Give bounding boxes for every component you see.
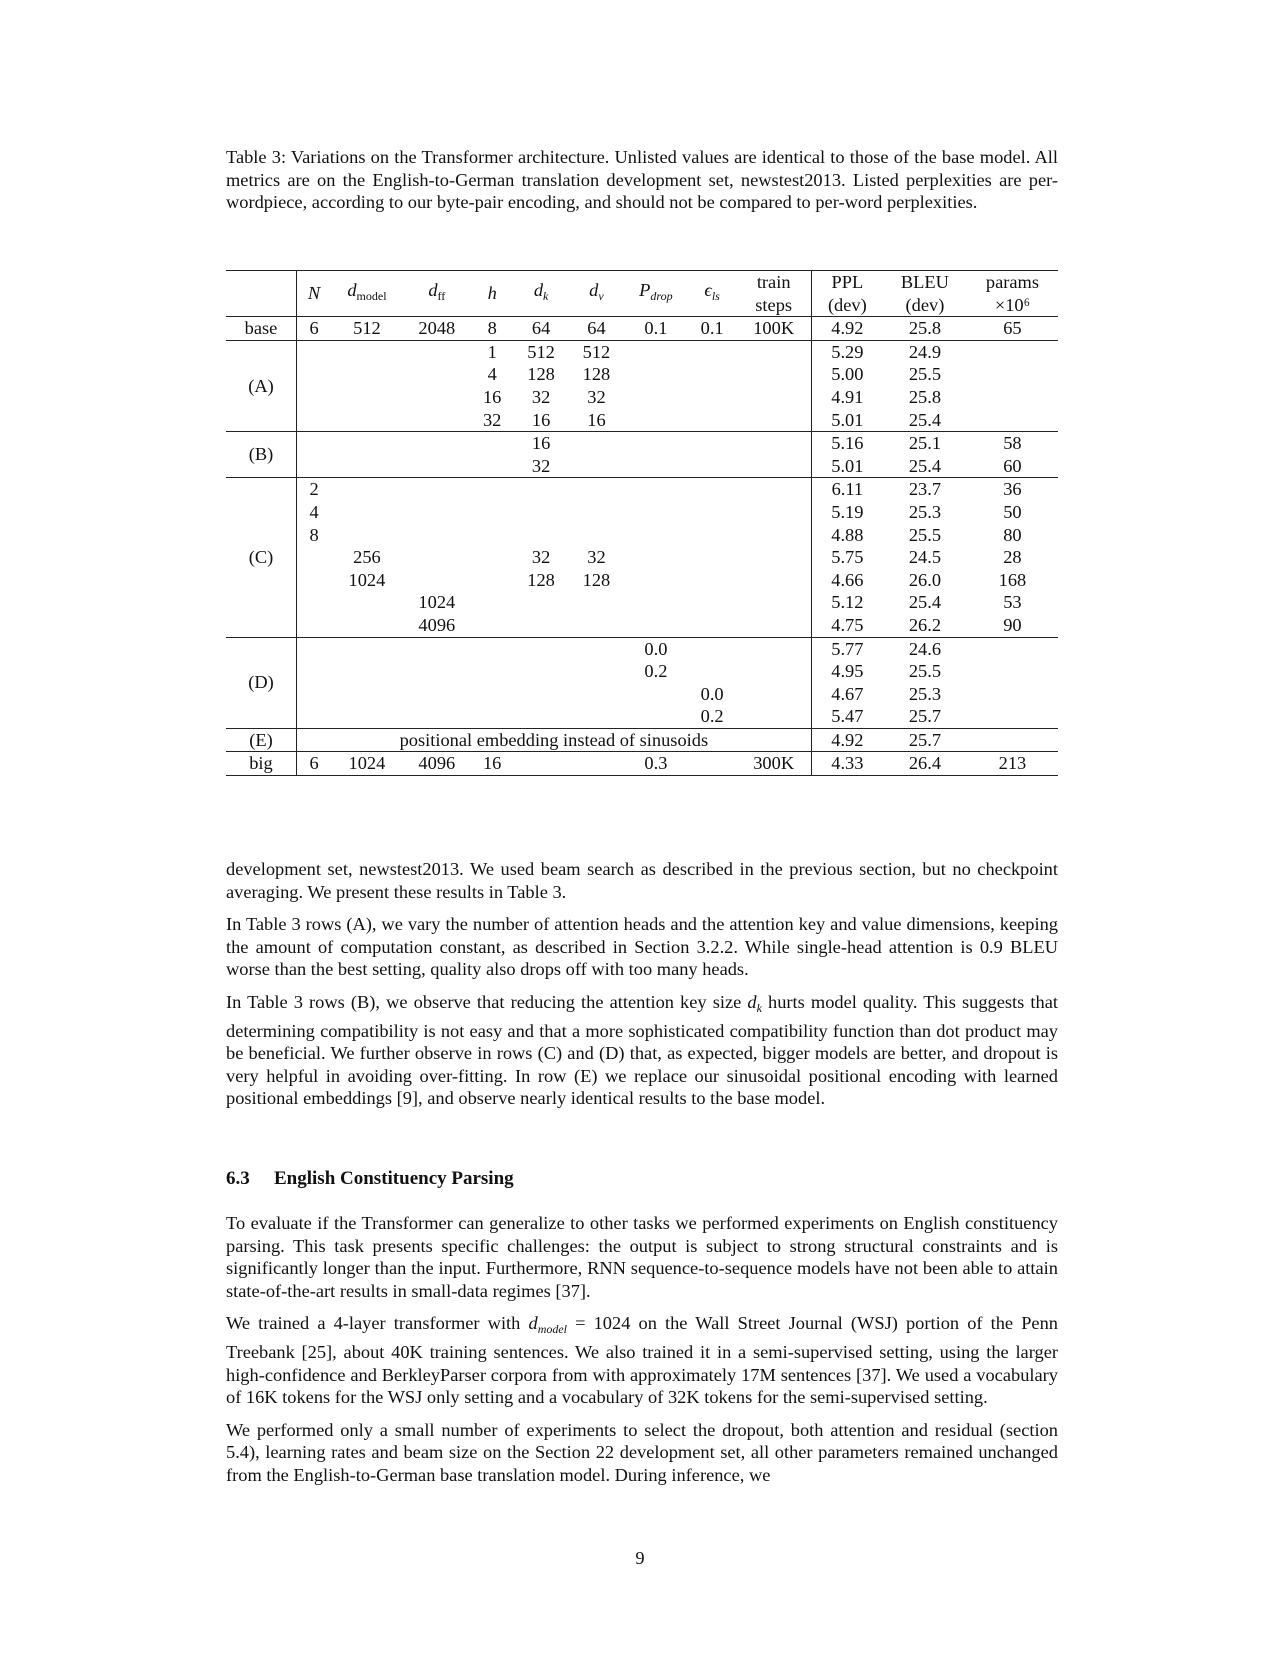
section-title: English Constituency Parsing [274, 1168, 514, 1189]
row-group-b: (B) 16 32 5.16 5.01 25.1 25.4 58 60 [226, 432, 1058, 478]
table-caption-block [226, 146, 1058, 214]
table-caption: Table 3: Variations on the Transformer architecture. Unlisted values are identical to those of the base model. All metrics are on the English-to-German translation development set, newstest2013. Listed perplexities are per-wordpiece, according to our byte-pair encoding, and should not be compared to per-word perplexities. [226, 147, 1058, 213]
col-els: $\epsilon_{ls}$ [688, 271, 737, 317]
col-dmodel: $d_{model}$ [331, 271, 403, 317]
col-h: h [471, 271, 513, 317]
paragraph-6: We performed only a small number of experiments to select the dropout, both attention and residual (section 5.4), learning rates and beam size on the Section 22 development set, all other parameters remained unchanged from the English-to-German base translation model. During inference, we [226, 1419, 1058, 1485]
col-pdrop: $P_{drop}$ [624, 271, 688, 317]
row-base: base 6 512 2048 8 64 64 0.1 0.1 100K 4.92 25.8 65 [226, 317, 1058, 341]
paragraph-2: In Table 3 rows (A), we vary the number of attention heads and the attention key and value dimensions, keeping the amount of computation constant, as described in Section 3.2.2. While single-head attention is 0.9 BLEU worse than the best setting, quality also drops off with too many heads. [226, 914, 1058, 980]
col-dv: $d_v$ [569, 271, 624, 317]
row-group-a: (A) 1 4 16 32 512 128 32 16 512 128 32 16 5.29 5.00 4.91 5.01 24.9 25.5 25.8 25.4 [226, 340, 1058, 431]
page-number: 9 [635, 1548, 645, 1568]
col-bleu: BLEU (dev) [883, 271, 967, 317]
col-dk: $d_k$ [513, 271, 568, 317]
results-table [226, 270, 1058, 776]
col-ppl: PPL (dev) [811, 271, 883, 317]
paragraph-3: In Table 3 rows (B), we observe that reducing the attention key size $d_k$ hurts model quality. This suggests that determining compatibility is not easy and that a more sophisticated compatibility function than dot product may be beneficial. We further observe in rows (C) and (D) that, as expected, bigger models are better, and dropout is very helpful in avoiding over-fitting. In row (E) we replace our sinusoidal positional encoding with learned positional embeddings [9], and observe nearly identical results to the base model. [226, 991, 1058, 1109]
col-dff: $d_{ff}$ [403, 271, 471, 317]
paragraph-4: To evaluate if the Transformer can generalize to other tasks we performed experiments on English constituency parsing. This task presents specific challenges: the output is subject to strong structural constraints and is significantly longer than the input. Furthermore, RNN sequence-to-sequence models have not been able to attain state-of-the-art results in small-data regimes [37]. [226, 1213, 1058, 1301]
row-big: big 6 1024 4096 16 0.3 300K 4.33 26.4 213 [226, 752, 1058, 776]
table-header-row [226, 271, 1058, 317]
col-n: N [297, 271, 332, 317]
col-params: params ×10⁶ [967, 271, 1058, 317]
section-heading [226, 1168, 514, 1190]
row-group-e: (E) positional embedding instead of sinusoids 4.92 25.7 [226, 728, 1058, 752]
paragraph-5: We trained a 4-layer transformer with $d_{model} = 1024$ on the Wall Street Journal (WSJ) portion of the Penn Treebank [25], about 40K training sentences. We also trained it in a semi-supervised setting, using the larger high-confidence and BerkleyParser corpora from with approximately 17M sentences [37]. We used a vocabulary of 16K tokens for the WSJ only setting and a vocabulary of 32K tokens for the semi-supervised setting. [226, 1313, 1058, 1408]
row-group-c: (C) 2 4 8 256 1024 1024 4096 32 128 32 128 6.11 5.19 4.88 5.75 4.66 5.12 4.75 23.7 25.3 25.5 24.5 26.0 25.4 26.2 36 50 80 28 168 53 90 [226, 478, 1058, 637]
body-text-lower [226, 1212, 1058, 1497]
row-group-d: (D) 0.0 0.2 0.0 0.2 5.77 4.95 4.67 5.47 24.6 25.5 25.3 25.7 [226, 637, 1058, 728]
body-text-upper [226, 858, 1058, 1120]
paragraph-1: development set, newstest2013. We used beam search as described in the previous section, but no checkpoint averaging. We present these results in Table 3. [226, 859, 1058, 902]
section-number: 6.3 [226, 1168, 250, 1189]
col-train: train steps [737, 271, 812, 317]
